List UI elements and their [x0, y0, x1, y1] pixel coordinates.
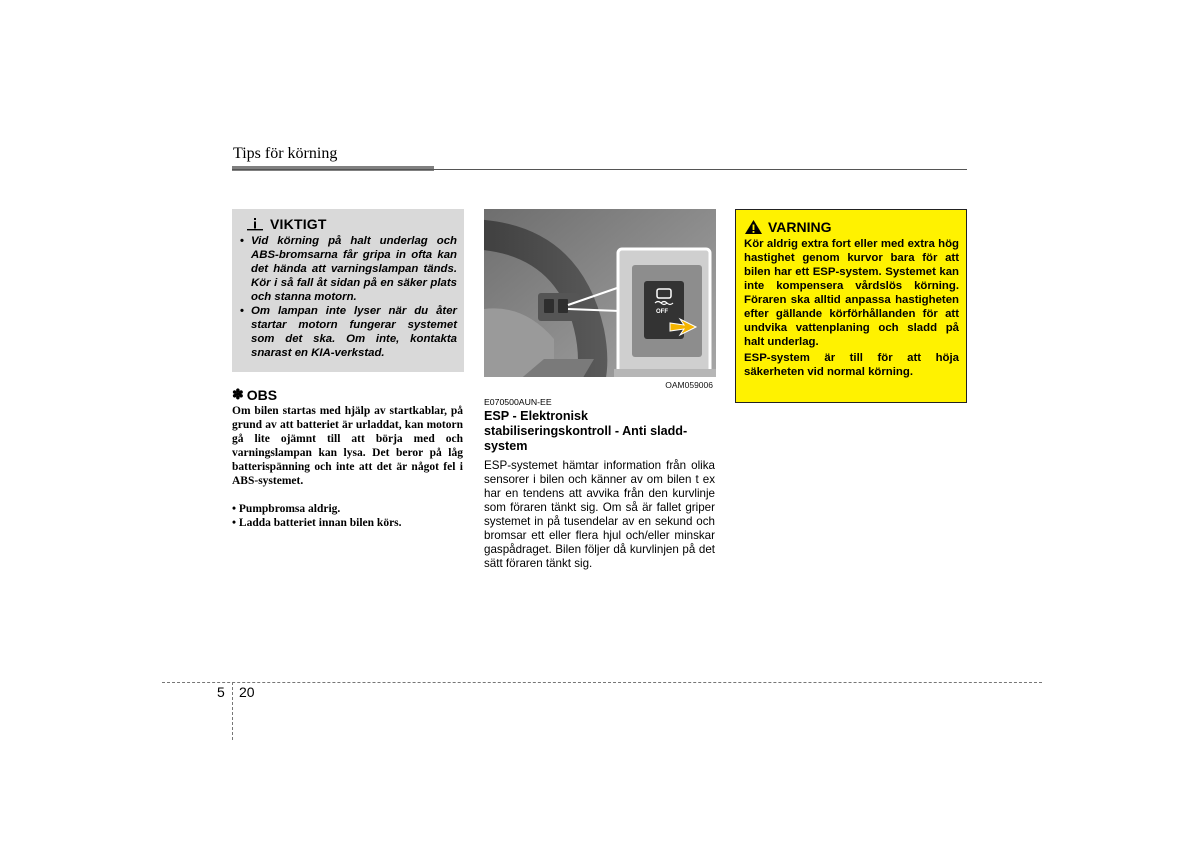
important-item: • Vid körning på halt underlag och ABS-bromsarna får gripa in ofta kan det hända att varningslampan tänds. Kör i så fall åt sidan på en säker plats och stanna motorn.: [239, 234, 457, 304]
note-mark-icon: ✽: [232, 386, 244, 402]
important-box: [232, 209, 464, 372]
esp-body-text: ESP-systemet hämtar information från olika sensorer i bilen och känner av om bilen t ex har en tendens att avvika från den kurvlinje som föraren tänkt sig. Om så är fallet griper systemet in på tusendelar av en sekund och bromsar ett eller flera hjul och/eller minskar gaspådraget. Bilen följer då kurvlinjen på det sätt föraren tänkt sig.: [484, 459, 715, 570]
note-header: [232, 386, 277, 403]
esp-switch-photo: [484, 209, 716, 393]
note-title: OBS: [246, 386, 278, 403]
warning-text: ESP-system är till för att höja säkerheten vid normal körning.: [744, 352, 959, 378]
warning-title: VARNING: [768, 219, 832, 235]
warning-header: [744, 219, 959, 235]
note-item: • Ladda batteriet innan bilen körs.: [232, 516, 463, 530]
important-header: [245, 216, 457, 232]
warning-icon: [744, 219, 763, 235]
figure-code: OAM059006: [665, 380, 713, 390]
footer-rule: [162, 682, 1042, 683]
footer-divider: [232, 682, 233, 740]
section-title: Tips för körning: [233, 145, 338, 162]
switch-off-label: OFF: [656, 309, 668, 315]
note-item: • Pumpbromsa aldrig.: [232, 502, 463, 516]
esp-heading: ESP - Elektronisk stabiliseringskontroll - Anti sladd-system: [484, 409, 688, 453]
header-rule: [232, 169, 967, 170]
info-icon: [245, 217, 265, 231]
note-text: Om bilen startas med hjälp av startkablar, på grund av att batteriet är urladdat, kan motorn gå lite ojämnt till att börja med och varningslampan kan lysa. Det beror på låg batterispänning och inte att det är något fel i ABS-systemet.: [232, 405, 463, 487]
note-list: [232, 502, 463, 530]
important-list: [239, 234, 457, 360]
warning-box: [735, 209, 967, 403]
important-title: VIKTIGT: [270, 216, 327, 232]
important-item: • Om lampan inte lyser när du åter startar motorn fungerar systemet som det ska. Om inte, kontakta snarast en KIA-verkstad.: [239, 304, 457, 360]
section-code: E070500AUN-EE: [484, 397, 552, 407]
dashboard-illustration: [484, 209, 716, 393]
warning-text: Kör aldrig extra fort eller med extra hög hastighet genom kurvor bara för att bilen har ett ESP-system. Systemet kan inte kompensera vårdslös körning. Föraren ska alltid anpassa hastigheten efter gällande körförhållanden för att undvika vattenplaning och sladd på halt underlag.: [744, 238, 959, 348]
page-number: 20: [239, 684, 255, 700]
chapter-number: 5: [217, 684, 225, 700]
